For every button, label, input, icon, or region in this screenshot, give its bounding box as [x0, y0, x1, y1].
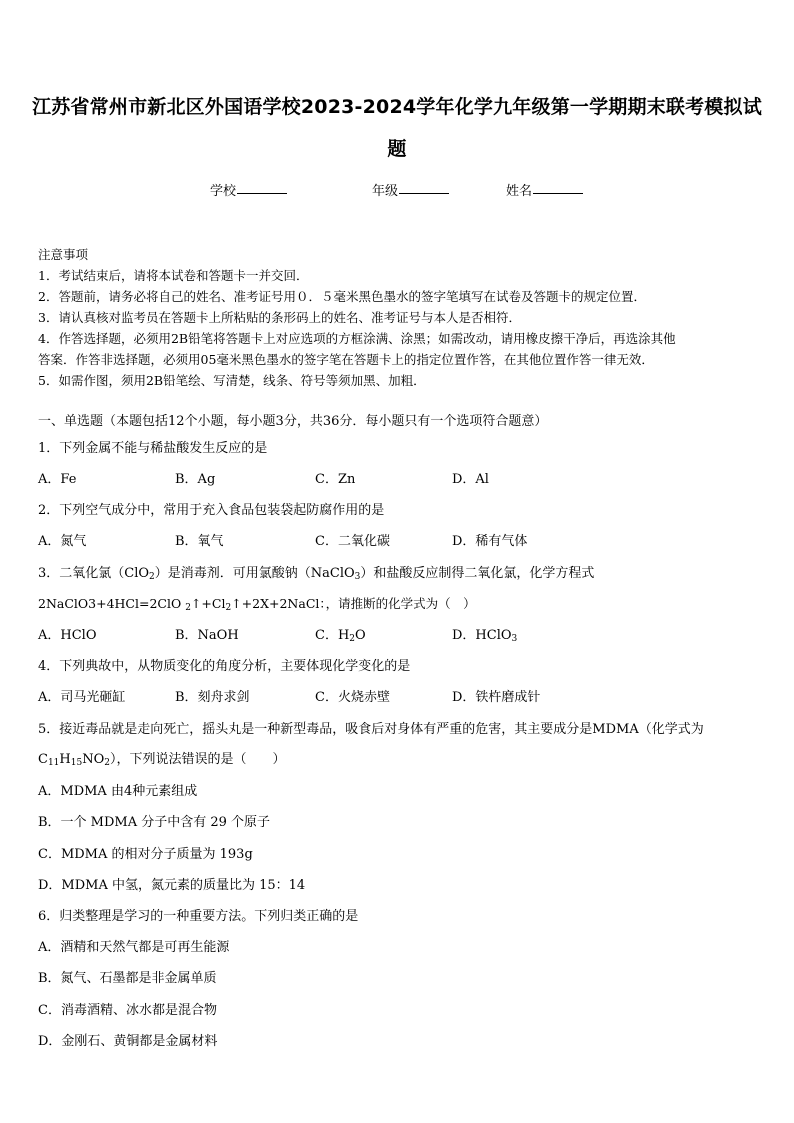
title-line-2: 题: [387, 138, 407, 160]
q2-stem: 2．下列空气成分中，常用于充入食品包装袋起防腐作用的是: [38, 503, 385, 518]
name-field[interactable]: 姓名: [506, 180, 532, 199]
option-d[interactable]: D．稀有气体: [452, 534, 528, 549]
option-c[interactable]: C．$H_2O$: [315, 628, 366, 644]
option-b[interactable]: B．刻舟求剑: [175, 690, 250, 705]
q1-options: [38, 468, 758, 488]
option-d[interactable]: D．Al: [452, 472, 489, 487]
student-info: [0, 180, 794, 202]
school-field[interactable]: 学校: [210, 180, 236, 199]
q5-option-d[interactable]: D．MDMA 中氢，氮元素的质量比为 15：14: [38, 878, 306, 893]
q6-stem: 6．归类整理是学习的一种重要方法。下列归类正确的是: [38, 909, 359, 924]
option-b[interactable]: B．氧气: [175, 534, 224, 549]
note-item: 2．答题前，请务必将自己的姓名、准考证号用０．５毫米黑色墨水的签字笔填写在试卷及答题卡的规定位置．: [38, 289, 646, 304]
note-item: 1．考试结束后，请将本试卷和答题卡一并交回．: [38, 268, 309, 283]
q5-formula: $C_{11}H_{15}NO_2$），下列说法错误的是（ ）: [38, 752, 286, 768]
option-d[interactable]: D．铁杵磨成针: [452, 690, 541, 705]
option-a[interactable]: A．氮气: [38, 534, 87, 549]
q5-stem: 5．接近毒品就是走向死亡，摇头丸是一种新型毒品，吸食后对身体有严重的危害，其主要成分是MDMA（化学式为: [38, 722, 704, 737]
title-line-1: 江苏省常州市新北区外国语学校2023-2024学年化学九年级第一学期期末联考模拟试: [32, 96, 762, 118]
grade-field[interactable]: 年级: [372, 180, 398, 199]
note-item: 3．请认真核对监考员在答题卡上所粘贴的条形码上的姓名、准考证号与本人是否相符．: [38, 310, 521, 325]
option-c[interactable]: C．二氧化碳: [315, 534, 390, 549]
q5-option-c[interactable]: C．MDMA 的相对分子质量为 193g: [38, 847, 253, 862]
q5-option-b[interactable]: B．一个 MDMA 分子中含有 29 个原子: [38, 815, 271, 830]
q4-options: [38, 686, 758, 706]
option-b[interactable]: B．NaOH: [175, 628, 239, 643]
note-item: 5．如需作图，须用2B铅笔绘、写清楚，线条、符号等须加黑、加粗．: [38, 373, 426, 388]
q6-option-c[interactable]: C．消毒酒精、冰水都是混合物: [38, 1003, 217, 1018]
section-heading: 一、单选题（本题包括12个小题，每小题3分，共36分．每小题只有一个选项符合题意）: [38, 414, 548, 429]
q2-options: [38, 530, 758, 550]
q3-options: [38, 624, 758, 644]
notes-heading: 注意事项: [38, 247, 89, 262]
note-item: 4．作答选择题，必须用2B铅笔将答题卡上对应选项的方框涂满、涂黑；如需改动，请用橡皮擦干净后，再选涂其他: [38, 331, 676, 346]
q6-option-b[interactable]: B．氮气、石墨都是非金属单质: [38, 971, 217, 986]
notes-section: [38, 244, 760, 391]
option-d[interactable]: D．HClO$_3$: [452, 628, 518, 644]
note-item: 答案．作答非选择题，必须用05毫米黑色墨水的签字笔在答题卡上的指定位置作答，在其他位置作答一律无效．: [38, 352, 654, 367]
q3-stem: 3．二氧化氯（ClO$_2$）是消毒剂．可用氯酸钠（NaClO$_3$）和盐酸反应制得二氧化氯，化学方程式: [38, 566, 595, 582]
q1-stem: 1．下列金属不能与稀盐酸发生反应的是: [38, 441, 268, 456]
option-b[interactable]: B．Ag: [175, 472, 216, 487]
q6-option-d[interactable]: D．金刚石、黄铜都是金属材料: [38, 1034, 218, 1049]
option-c[interactable]: C．火烧赤壁: [315, 690, 390, 705]
q6-option-a[interactable]: A．酒精和天然气都是可再生能源: [38, 940, 230, 955]
exam-title: [30, 86, 764, 170]
option-c[interactable]: C．Zn: [315, 472, 356, 487]
q4-stem: 4．下列典故中，从物质变化的角度分析，主要体现化学变化的是: [38, 659, 411, 674]
option-a[interactable]: A．司马光砸缸: [38, 690, 126, 705]
q5-option-a[interactable]: A．MDMA 由4种元素组成: [38, 784, 198, 799]
option-a[interactable]: A．Fe: [38, 472, 77, 487]
q3-equation: 2NaClO3+4HCl=2ClO $_2↑+Cl_2↑+2X+2NaCl$：，请推断的化学式为（ ）: [38, 596, 476, 613]
option-a[interactable]: A．HClO: [38, 628, 97, 643]
